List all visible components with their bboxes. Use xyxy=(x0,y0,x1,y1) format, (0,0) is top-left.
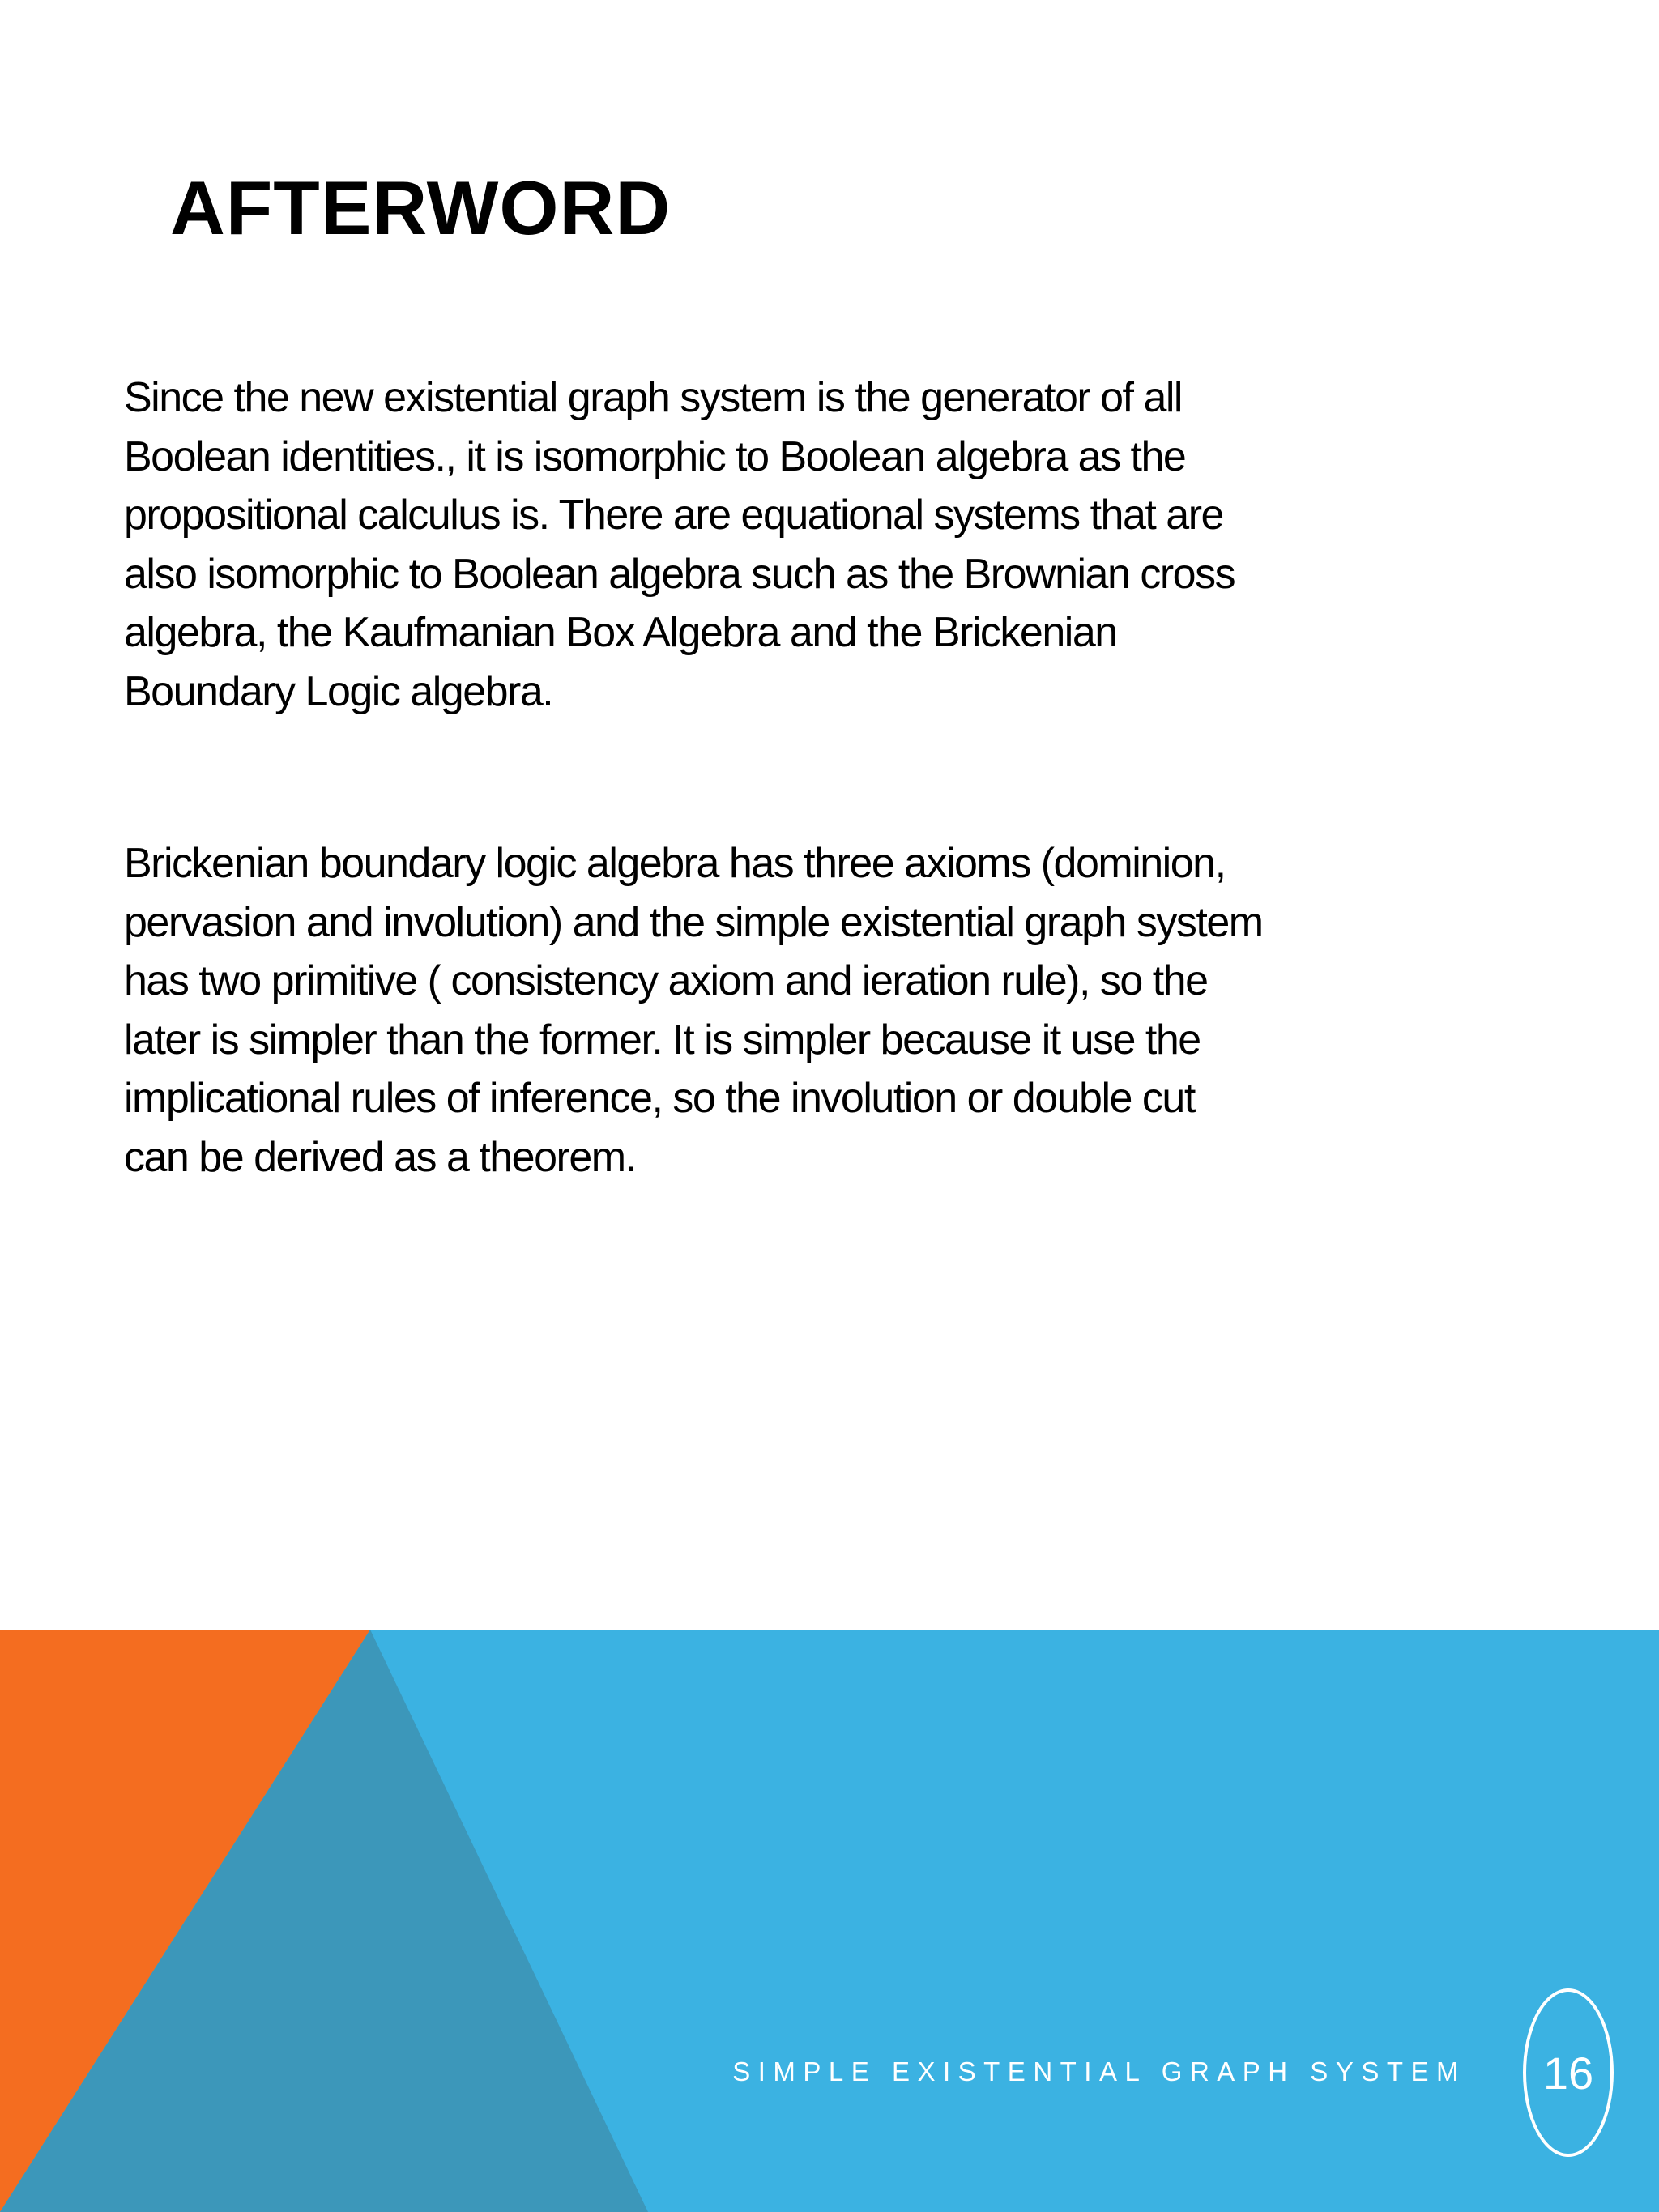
footer-caption: SIMPLE EXISTENTIAL GRAPH SYSTEM xyxy=(732,2056,1466,2086)
page-number: 16 xyxy=(1542,2047,1594,2099)
paragraph-brickenian-logic: Brickenian boundary logic algebra has three axioms (dominion, pervasion and involution) and the simple existential graph system has two primitive ( consistency axiom and ieration rule), so the later is simpler than the former. It is simpler because it use the implicational rules of inference, so the involution or double cut can be derived as a theorem. xyxy=(124,840,1263,1181)
page-number-badge xyxy=(1523,1988,1614,2157)
footer-decoration xyxy=(0,1630,1659,2212)
slide-title: AFTERWORD xyxy=(170,165,672,250)
paragraph-existential-graph: Since the new existential graph system is the generator of all Boolean identities., it is isomorphic to Boolean algebra as the propositional calculus is. There are equational systems that are also isomorphic to Boolean algebra such as the Brownian cross algebra, the Kaufmanian Box Algebra and the Brickenian Boundary Logic algebra. xyxy=(124,374,1235,715)
